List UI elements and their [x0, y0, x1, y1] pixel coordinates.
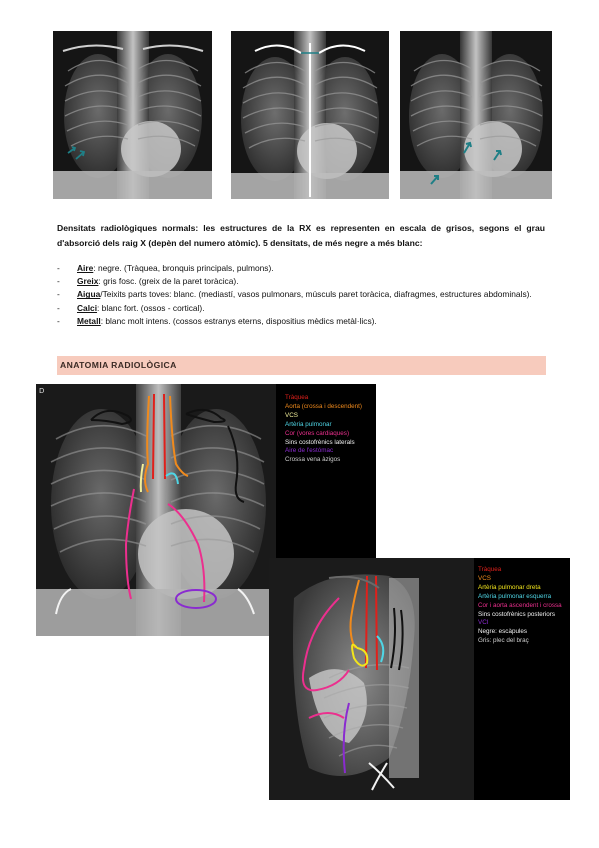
legend-item: VCI: [478, 619, 489, 627]
density-term: Aire: [77, 263, 94, 273]
legend-item: Crossa vena àzigos: [285, 456, 341, 464]
legend-item: Gris: plec del braç: [478, 637, 529, 645]
list-item: - Metall: blanc molt intens. (cossos estranys eterns, dispositius mèdics metàl·lics).: [57, 315, 377, 326]
density-term: Greix: [77, 276, 99, 287]
chest-xray-lines-center: [231, 31, 389, 199]
density-description: : blanc fort. (ossos - cortical).: [97, 302, 205, 313]
list-item: - Aire: negre. (Tràquea, bronquis principals, pulmons).: [57, 263, 274, 273]
legend-item: Artèria pulmonar: [285, 420, 332, 428]
lateral-legend: [478, 566, 562, 646]
legend-item: Sins costofrènics laterals: [285, 438, 355, 446]
list-item: - Aigua/Teixits parts toves: blanc. (mediastí, vasos pulmonars, músculs paret toràcica, diafragmes, estructures abdominals).: [57, 289, 532, 300]
legend-item: Cor i aorta ascendent i crossa: [478, 601, 562, 609]
lateral-radiograph-image: [269, 558, 474, 800]
density-term: Metall: [77, 315, 101, 326]
chest-xray-arrows-left: [53, 31, 212, 199]
legend-item: Cor (vores cardiaques): [285, 429, 350, 437]
side-marker-icon: D: [39, 387, 45, 395]
density-term: Aigua: [77, 289, 101, 300]
legend-item: Sins costofrènics posteriors: [478, 610, 555, 618]
section-heading-band: [57, 356, 546, 375]
legend-item: Negre: escàpules: [478, 628, 528, 636]
lateral-radiograph-panel: [269, 558, 570, 800]
legend-item: Aire de l'estómac: [285, 447, 334, 455]
legend-item: Artèria pulmonar esquerra: [478, 592, 552, 600]
legend-item: Aorta (crossa i descendent): [285, 402, 362, 410]
density-description: : gris fosc. (greix de la paret toràcica).: [98, 276, 239, 287]
pa-radiograph-image: [36, 384, 276, 636]
legend-item: Tràquea: [478, 566, 502, 573]
density-description: /Teixits parts toves: blanc. (mediastí, vasos pulmonars, músculs paret toràcica, diafragmes, estructures abdominals).: [100, 289, 532, 300]
section-title: ANATOMIA RADIOLÒGICA: [60, 360, 177, 370]
legend-item: Artèria pulmonar dreta: [478, 583, 541, 591]
list-item: - Calci: blanc fort. (ossos - cortical).: [57, 302, 205, 313]
list-item: - Greix: gris fosc. (greix de la paret toràcica).: [57, 276, 239, 287]
legend-item: VCS: [285, 411, 298, 419]
intro-paragraph: Densitats radiològiques normals: les estructures de la RX es representen en escala de grisos, segons el grau d'absorció dels raig X (depèn del numero atòmic). 5 densitats, de més negre a més blanc:: [57, 223, 545, 248]
density-description: : negre. (Tràquea, bronquis principals, pulmons).: [93, 263, 274, 273]
legend-item: Tràquea: [285, 394, 309, 401]
pa-legend: [285, 394, 362, 465]
legend-item: VCS: [478, 574, 491, 582]
density-description: : blanc molt intens. (cossos estranys eterns, dispositius mèdics metàl·lics).: [100, 315, 377, 326]
density-term: Calci: [77, 302, 98, 313]
chest-xray-arrows-right: [400, 31, 552, 199]
density-list: [57, 262, 545, 328]
